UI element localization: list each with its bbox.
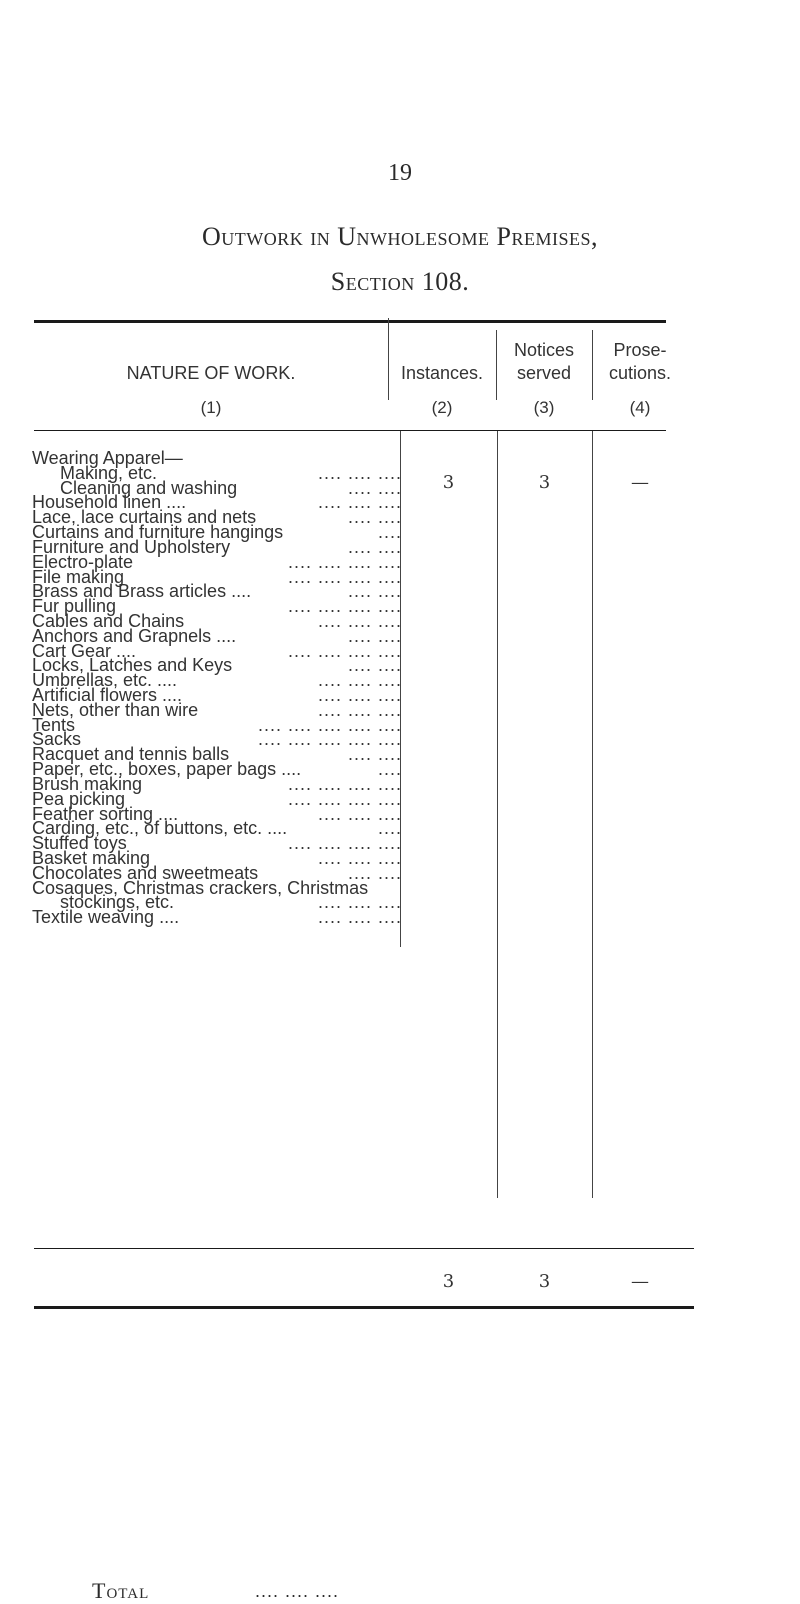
row-cables: Cables and Chains .... .... .... <box>32 610 402 631</box>
row-electro-plate: Electro-plate .... .... .... .... <box>32 551 402 572</box>
total-rule <box>34 1248 694 1249</box>
row-household-linen: Household linen .... .... .... .... <box>32 492 402 513</box>
body-divider-2 <box>497 431 498 1198</box>
page-title: Outwork in Unwholesome Premises, <box>202 222 598 251</box>
row-brass: Brass and Brass articles .... .... .... <box>32 581 402 602</box>
header-col3-number: (3) <box>533 398 555 417</box>
row-furniture: Furniture and Upholstery .... .... <box>32 536 402 557</box>
row-making: Making, etc. .... .... .... <box>60 462 402 483</box>
row-feather-sorting: Feather sorting .... .... .... .... <box>32 803 402 824</box>
row-sacks: Sacks .... .... .... .... .... <box>32 729 402 750</box>
row-fur-pulling: Fur pulling .... .... .... .... <box>32 596 402 617</box>
total-prosecutions: — <box>631 1271 649 1293</box>
row-carding: Carding, etc., of buttons, etc. .... .... <box>32 818 402 839</box>
making-notices: 3 <box>538 472 551 494</box>
work-list <box>32 448 402 928</box>
header-notices-line2: served <box>516 363 572 383</box>
row-locks: Locks, Latches and Keys .... .... <box>32 655 402 676</box>
row-basket-making: Basket making .... .... .... <box>32 847 402 868</box>
total-instances: 3 <box>442 1271 455 1293</box>
row-brush-making: Brush making .... .... .... .... <box>32 773 402 794</box>
row-stockings: stockings, etc. .... .... .... <box>60 892 402 913</box>
row-racquet: Racquet and tennis balls .... .... <box>32 744 402 765</box>
total-dots: .... .... .... <box>255 1581 340 1601</box>
page-number: 19 <box>388 160 412 186</box>
row-artificial-flowers: Artificial flowers .... .... .... .... <box>32 685 402 705</box>
row-cleaning: Cleaning and washing .... .... <box>60 477 402 498</box>
header-divider-1 <box>388 318 389 400</box>
row-wearing-apparel: Wearing Apparel— <box>32 448 183 468</box>
row-umbrellas: Umbrellas, etc. .... .... .... .... <box>32 670 402 691</box>
row-file-making: File making .... .... .... .... <box>32 566 402 587</box>
total-notices: 3 <box>538 1271 551 1293</box>
making-prosecutions: — <box>631 472 649 494</box>
row-stuffed-toys: Stuffed toys .... .... .... .... <box>32 833 402 854</box>
row-anchors: Anchors and Grapnels .... .... .... <box>32 625 402 646</box>
row-textile-weaving: Textile weaving .... .... .... .... <box>32 907 402 928</box>
row-nets: Nets, other than wire .... .... .... <box>32 699 402 720</box>
row-cart-gear: Cart Gear .... .... .... .... .... <box>32 640 402 661</box>
row-pea-picking: Pea picking .... .... .... .... <box>32 788 402 809</box>
table-bottom-rule <box>34 1306 694 1309</box>
header-col4-number: (4) <box>629 398 651 417</box>
row-curtains: Curtains and furniture hangings .... <box>32 522 402 543</box>
row-tents: Tents .... .... .... .... .... <box>32 714 402 735</box>
header-prosecutions-line2: cutions. <box>608 363 672 383</box>
row-chocolates: Chocolates and sweetmeats .... .... <box>32 862 402 883</box>
row-cosaques: Cosaques, Christmas crackers, Christmas <box>32 877 369 898</box>
header-rule <box>34 430 666 431</box>
table-top-rule <box>34 320 666 323</box>
making-instances: 3 <box>442 472 455 494</box>
page-subtitle: Section 108. <box>330 267 470 296</box>
header-prosecutions-line1: Prose- <box>613 340 667 360</box>
header-col1-number: (1) <box>200 398 222 417</box>
header-instances: Instances. <box>400 363 484 383</box>
header-nature-of-work: NATURE OF WORK. <box>126 363 296 383</box>
row-lace: Lace, lace curtains and nets .... .... <box>32 507 402 528</box>
header-col2-number: (2) <box>431 398 453 417</box>
total-label: Total <box>92 1578 150 1603</box>
row-paper: Paper, etc., boxes, paper bags .... .... <box>32 759 402 780</box>
header-notices-line1: Notices <box>513 340 575 360</box>
body-divider-3 <box>592 431 593 1198</box>
